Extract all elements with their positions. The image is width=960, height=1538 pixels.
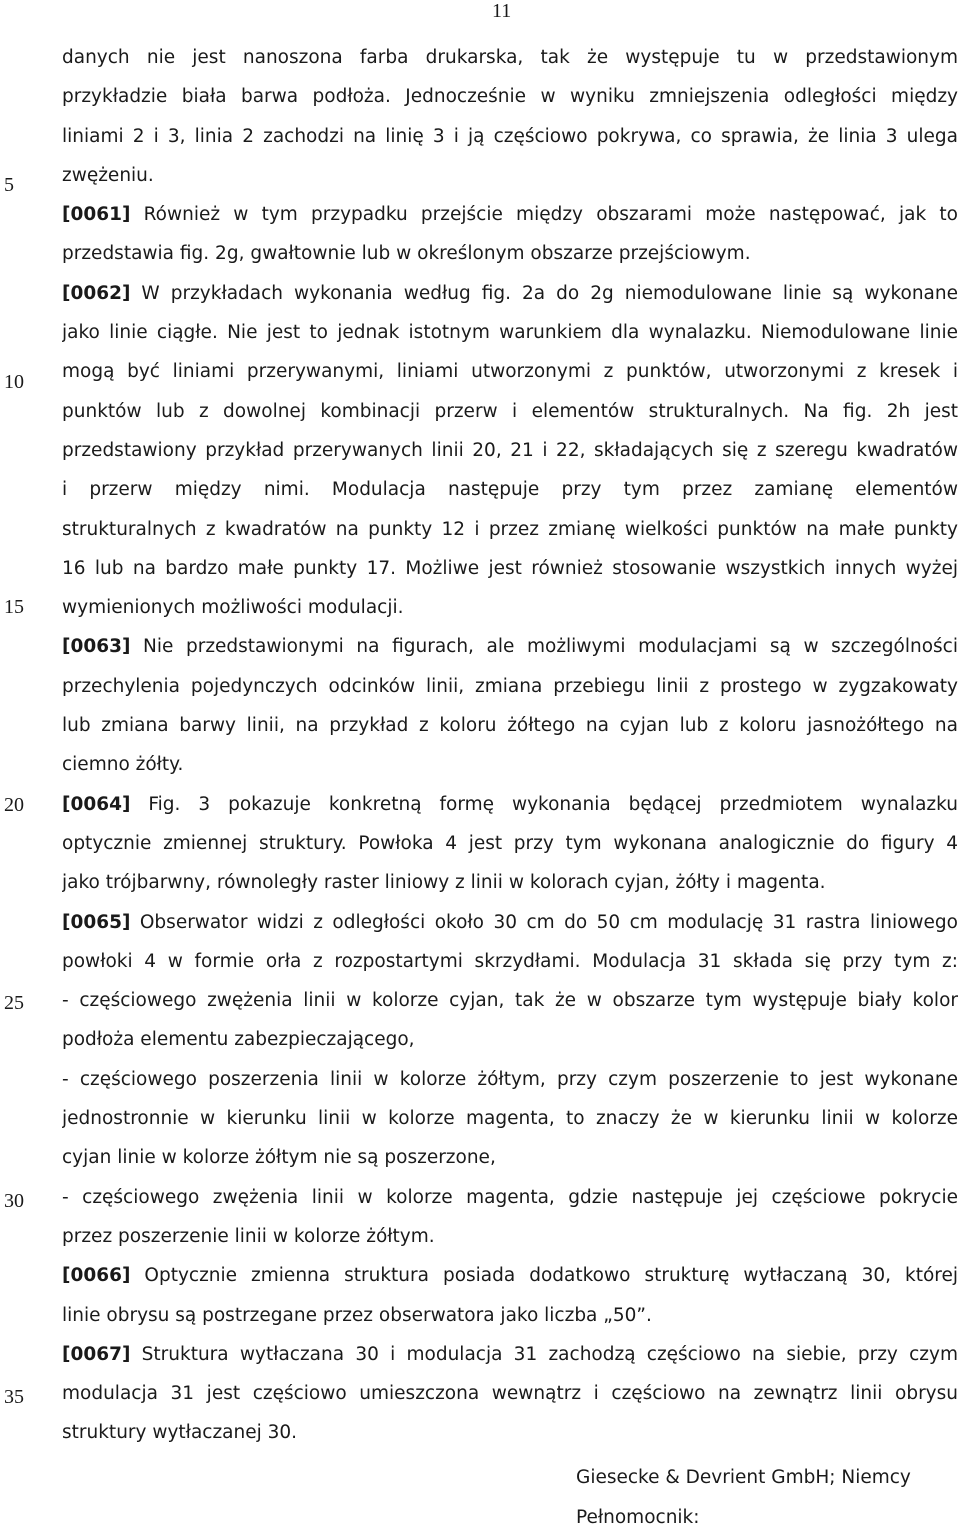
text-line: 16 lub na bardzo małe punkty 17. Możliwe jest również stosowanie wszystkich innych wyżej (62, 557, 958, 579)
text-line: lub zmiana barwy linii, na przykład z koloru żółtego na cyjan lub z koloru jasnożółtego na (62, 715, 958, 737)
text-line: optycznie zmiennej struktury. Powłoka 4 jest przy tym wykonana analogicznie do figury 4 (62, 832, 958, 854)
list-item-line: - częściowego zwężenia linii w kolorze cyjan, tak że w obszarze tym występuje biały kolor (62, 990, 958, 1012)
text-line: przedstawiony przykład przerywanych linii 20, 21 i 22, składających się z szeregu kwadratów (62, 439, 958, 461)
text-line: przechylenia pojedynczych odcinków linii, zmiana przebiegu linii z prostego w zygzakowaty (62, 675, 958, 697)
paragraph-tag-0067: [0067] (62, 1343, 131, 1365)
text-line: jednostronnie w kierunku linii w kolorze magenta, to znaczy że w kierunku linii w kolorze (62, 1108, 958, 1130)
line-number-5: 5 (4, 174, 14, 196)
text-span: Fig. 3 pokazuje konkretną formę wykonania będącej przedmiotem wynalazku (148, 793, 958, 815)
paragraph-tag-0062: [0062] (62, 282, 131, 304)
document-body (62, 38, 958, 1453)
text-line: danych nie jest nanoszona farba drukarska, tak że występuje tu w przedstawionym (62, 47, 958, 68)
text-line: cyjan linie w kolorze żółtym nie są poszerzone, (62, 1147, 496, 1169)
text-line: podłoża elementu zabezpieczającego, (62, 1029, 415, 1051)
text-line: powłoki 4 w formie orła z rozpostartymi skrzydłami. Modulacja 31 składa się przy tym z: (62, 950, 958, 972)
applicant-name: Giesecke & Devrient GmbH; Niemcy (576, 1467, 911, 1488)
line-number-15: 15 (4, 596, 24, 618)
attorney-label: Pełnomocnik: (576, 1507, 700, 1528)
text-line: i przerw między nimi. Modulacja następuje przy tym przez zamianę elementów (62, 479, 958, 501)
paragraph-0064-line (62, 785, 958, 824)
text-line: modulacja 31 jest częściowo umieszczona wewnątrz i częściowo na zewnątrz linii obrysu (62, 1383, 958, 1405)
line-number-25: 25 (4, 992, 24, 1014)
list-item-line: - częściowego zwężenia linii w kolorze magenta, gdzie następuje jej częściowe pokrycie (62, 1186, 958, 1208)
paragraph-tag-0066: [0066] (62, 1265, 131, 1287)
text-line: wymienionych możliwości modulacji. (62, 597, 404, 619)
paragraph-0061-line (62, 195, 958, 234)
paragraph-0063-line (62, 627, 958, 666)
text-span: Obserwator widzi z odległości około 30 cm do 50 cm modulację 31 rastra liniowego (139, 911, 958, 933)
text-line: jako linie ciągłe. Nie jest to jednak istotnym warunkiem dla wynalazku. Niemodulowane linie (62, 322, 958, 344)
paragraph-tag-0063: [0063] (62, 636, 131, 658)
text-line: strukturalnych z kwadratów na punkty 12 i przez zmianę wielkości punktów na małe punkty (62, 518, 958, 540)
text-line: ciemno żółty. (62, 754, 184, 776)
paragraph-0065-line (62, 903, 958, 942)
text-line: zwężeniu. (62, 164, 154, 186)
paragraph-tag-0064: [0064] (62, 793, 131, 815)
text-line: przedstawia fig. 2g, gwałtownie lub w określonym obszarze przejściowym. (62, 243, 751, 265)
applicant-footer (576, 1458, 911, 1538)
list-item-line: - częściowego poszerzenia linii w kolorze żółtym, przy czym poszerzenie to jest wykonane (62, 1068, 958, 1090)
text-line: liniami 2 i 3, linia 2 zachodzi na linię 3 i ją częściowo pokrywa, co sprawia, że linia 3 ulega (62, 125, 958, 147)
text-span: Również w tym przypadku przejście między obszarami może następować, jak to (143, 204, 958, 226)
line-number-10: 10 (4, 371, 24, 393)
text-span: Nie przedstawionymi na figurach, ale możliwymi modulacjami są w szczególności (143, 636, 958, 658)
text-line: przez poszerzenie linii w kolorze żółtym. (62, 1225, 435, 1247)
paragraph-0067-line (62, 1335, 958, 1374)
text-span: Optycznie zmienna struktura posiada dodatkowo strukturę wytłaczaną 30, której (144, 1265, 958, 1287)
paragraph-tag-0065: [0065] (62, 911, 131, 933)
page-number: 11 (492, 0, 512, 22)
line-number-30: 30 (4, 1190, 24, 1212)
text-line: jako trójbarwny, równoległy raster liniowy z linii w kolorach cyjan, żółty i magenta. (62, 872, 826, 894)
line-number-20: 20 (4, 794, 24, 816)
text-line: linie obrysu są postrzegane przez obserwatora jako liczba „50”. (62, 1304, 652, 1326)
text-line: struktury wytłaczanej 30. (62, 1422, 298, 1444)
text-line: przykładzie biała barwa podłoża. Jednocześnie w wyniku zmniejszenia odległości między (62, 86, 958, 108)
line-number-35: 35 (4, 1386, 24, 1408)
text-line: mogą być liniami przerywanymi, liniami utworzonymi z punktów, utworzonymi z kresek i (62, 361, 958, 383)
paragraph-0066-line (62, 1256, 958, 1295)
paragraph-tag-0061: [0061] (62, 204, 131, 226)
text-span: Struktura wytłaczana 30 i modulacja 31 zachodzą częściowo na siebie, przy czym (141, 1343, 958, 1365)
paragraph-0062-line (62, 274, 958, 313)
text-span: W przykładach wykonania według fig. 2a do 2g niemodulowane linie są wykonane (141, 282, 958, 304)
text-line: punktów lub z dowolnej kombinacji przerw i elementów strukturalnych. Na fig. 2h jest (62, 400, 958, 422)
